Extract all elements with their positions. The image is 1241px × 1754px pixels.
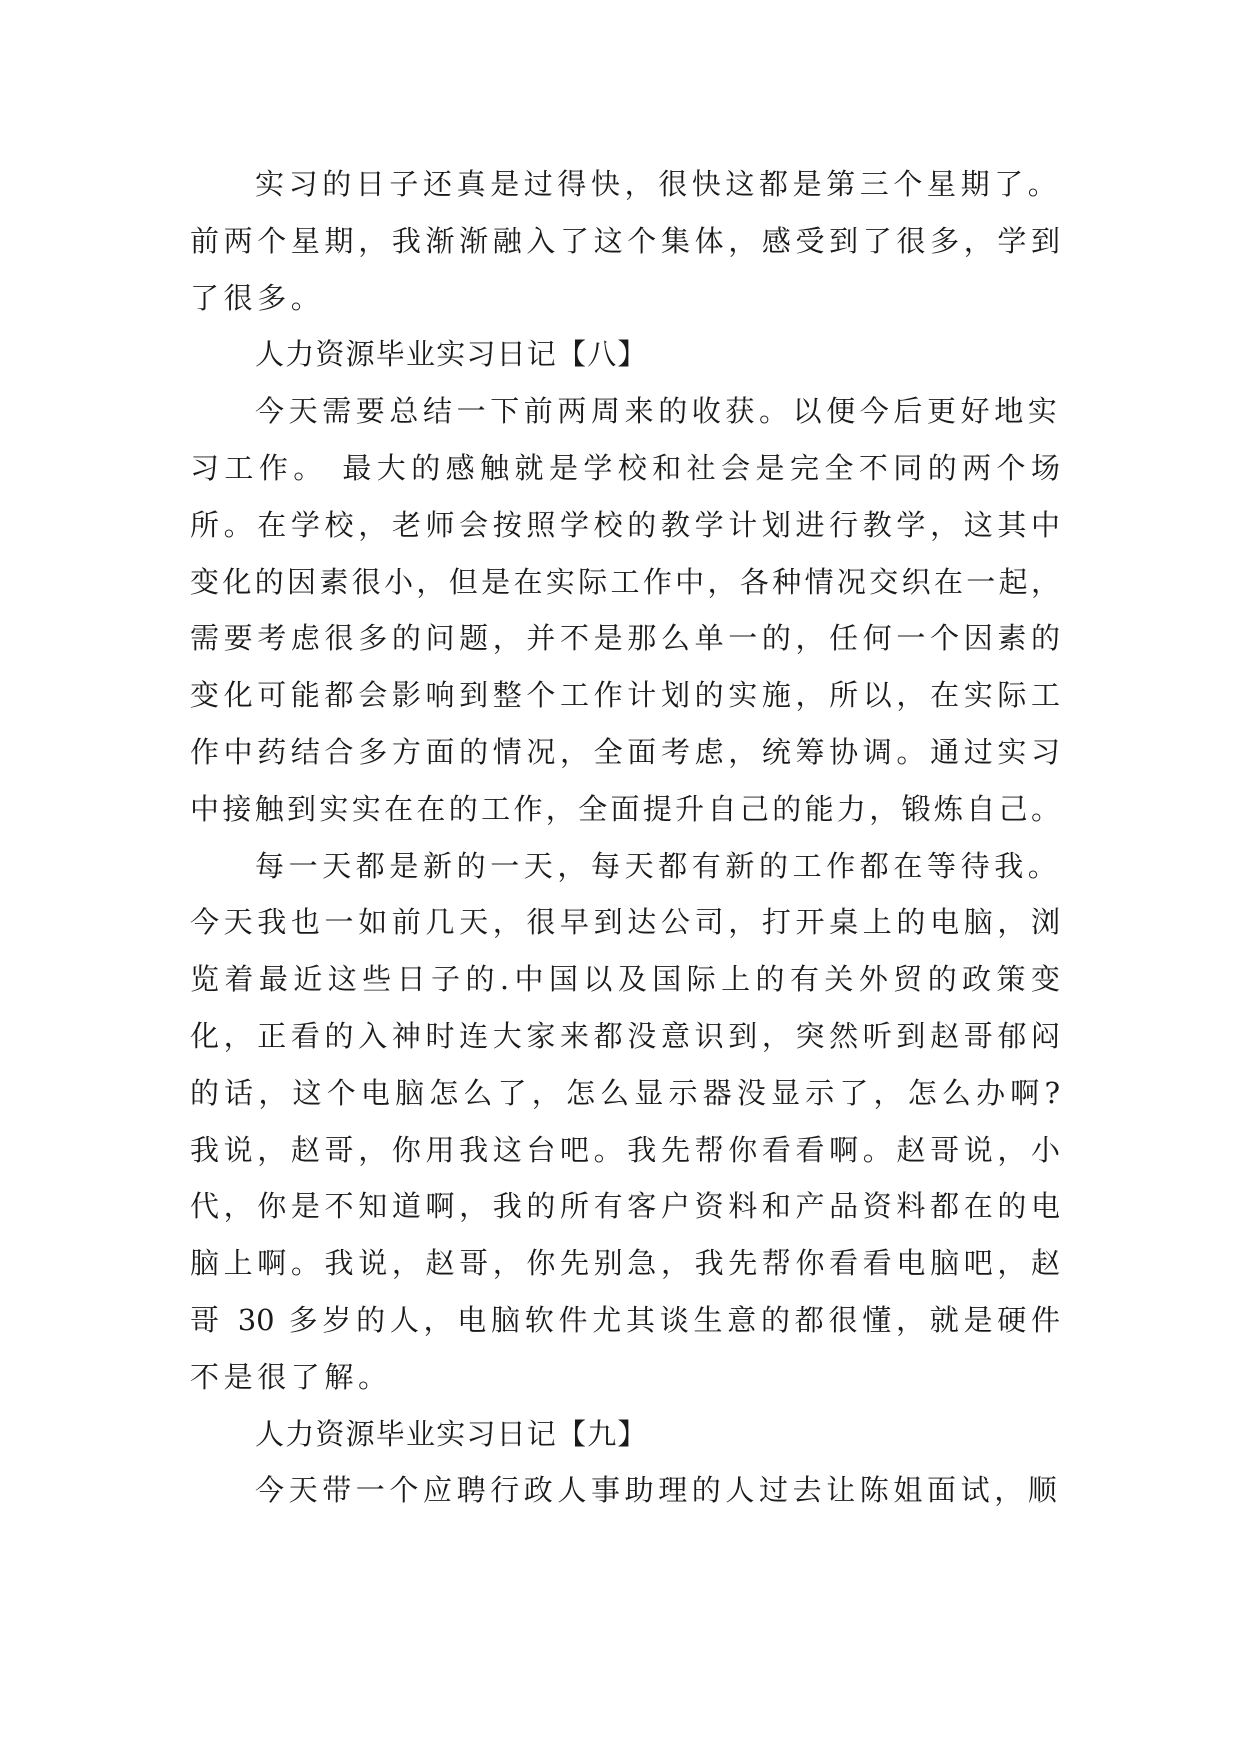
section-heading: 人力资源毕业实习日记【九】	[255, 1416, 648, 1451]
text-line: 中接触到实实在在的工作，全面提升自己的能力，锻炼自己。	[190, 791, 1060, 826]
text-line: 了很多。	[190, 280, 325, 315]
text-line: 哥 30 多岁的人，电脑软件尤其谈生意的都很懂，就是硬件	[190, 1302, 1060, 1337]
text-line: 习工作。 最大的感触就是学校和社会是完全不同的两个场	[190, 450, 1060, 485]
text-line: 变化的因素很小，但是在实际工作中，各种情况交织在一起，	[190, 564, 1060, 599]
text-line: 今天我也一如前几天，很早到达公司，打开桌上的电脑，浏	[190, 905, 1060, 940]
text-line: 代，你是不知道啊，我的所有客户资料和产品资料都在的电	[190, 1189, 1060, 1224]
text-line: 脑上啊。我说，赵哥，你先别急，我先帮你看看电脑吧，赵	[190, 1246, 1060, 1281]
text-line: 作中药结合多方面的情况，全面考虑，统筹协调。通过实习	[190, 734, 1060, 769]
text-line: 化，正看的入神时连大家来都没意识到，突然听到赵哥郁闷	[190, 1018, 1060, 1053]
document-body	[190, 156, 1060, 1519]
text-line: 我说，赵哥，你用我这台吧。我先帮你看看啊。赵哥说，小	[190, 1132, 1060, 1167]
text-line: 不是很了解。	[190, 1359, 392, 1394]
text-line: 今天带一个应聘行政人事助理的人过去让陈姐面试，顺	[255, 1473, 1062, 1508]
section-heading: 人力资源毕业实习日记【八】	[255, 337, 648, 372]
text-line: 前两个星期，我渐渐融入了这个集体，感受到了很多，学到	[190, 223, 1060, 258]
text-line: 需要考虑很多的问题，并不是那么单一的，任何一个因素的	[190, 621, 1060, 656]
text-line: 所。在学校，老师会按照学校的教学计划进行教学，这其中	[190, 507, 1060, 542]
text-line: 实习的日子还真是过得快，很快这都是第三个星期了。	[255, 167, 1062, 201]
text-line: 的话，这个电脑怎么了，怎么显示器没显示了，怎么办啊?	[190, 1075, 1060, 1110]
text-line: 变化可能都会影响到整个工作计划的实施，所以，在实际工	[190, 678, 1060, 713]
text-line: 每一天都是新的一天，每天都有新的工作都在等待我。	[255, 848, 1062, 883]
text-line: 今天需要总结一下前两周来的收获。以便今后更好地实	[255, 394, 1062, 429]
text-line: 览着最近这些日子的.中国以及国际上的有关外贸的政策变	[190, 962, 1060, 997]
